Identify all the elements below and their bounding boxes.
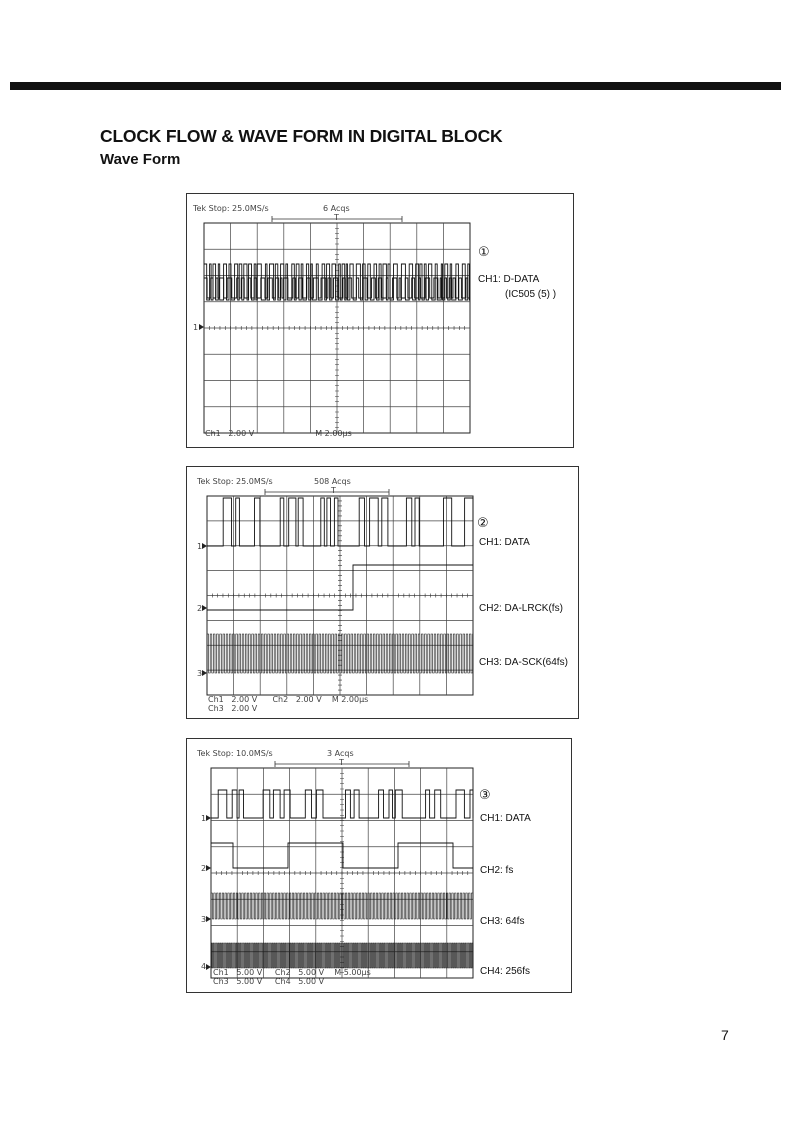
page-number: 7: [721, 1027, 729, 1043]
channel-label-ch3: CH3: 64fs: [480, 916, 525, 927]
page-title: CLOCK FLOW & WAVE FORM IN DIGITAL BLOCK: [100, 126, 503, 146]
trigger-mark: T: [339, 758, 344, 767]
panel-marker: ②: [477, 516, 489, 531]
channel-label-ch1: CH1: DATA: [480, 813, 531, 824]
acquisitions-label: 3 Acqs: [327, 749, 354, 758]
channel-sublabel-ch1: (IC505 (5) ): [505, 289, 557, 300]
trigger-mark: T: [334, 213, 339, 222]
channel-ref-arrow: [202, 543, 207, 549]
channel-ref-arrow: [206, 916, 211, 922]
scope-panel-2: [186, 466, 579, 719]
channel-ref-arrow: [206, 964, 211, 970]
trigger-mark: T: [331, 486, 336, 495]
tek-stop-label: Tek Stop: 25.0MS/s: [193, 204, 269, 213]
channel-ref-1: 1: [201, 814, 207, 823]
channel-ref-arrow: [202, 670, 207, 676]
scale-readout-line2: Ch3 2.00 V: [208, 704, 258, 713]
tek-stop-label: Tek Stop: 10.0MS/s: [197, 749, 273, 758]
tek-stop-label: Tek Stop: 25.0MS/s: [197, 477, 273, 486]
channel-label-ch1: CH1: DATA: [479, 537, 530, 548]
channel-label-ch2: CH2: DA-LRCK(fs): [479, 603, 563, 614]
channel-ref-3: 3: [197, 669, 203, 678]
panel-marker: ③: [479, 788, 491, 803]
channel-ref-1: 1: [193, 323, 199, 332]
scope-screen-1: [187, 194, 573, 447]
panel-marker: ①: [478, 245, 490, 260]
scale-readout-line1: Ch1 5.00 V Ch2 5.00 V M 5.00µs: [213, 968, 371, 977]
channel-label-ch2: CH2: fs: [480, 865, 514, 876]
channel-ref-4: 4: [201, 962, 207, 971]
scope-panel-1: [186, 193, 574, 448]
page-subtitle: Wave Form: [100, 151, 181, 168]
trace-ch3-sck: [207, 634, 473, 673]
channel-ref-arrow: [206, 815, 211, 821]
acquisitions-label: 6 Acqs: [323, 204, 350, 213]
channel-ref-2: 2: [197, 604, 203, 613]
channel-label-ch4: CH4: 256fs: [480, 966, 531, 977]
acquisitions-label: 508 Acqs: [314, 477, 351, 486]
channel-label-ch3: CH3: DA-SCK(64fs): [479, 657, 568, 668]
channel-ref-3: 3: [201, 915, 207, 924]
channel-ref-1: 1: [197, 542, 203, 551]
scope-panel-3: [186, 738, 572, 993]
scale-readout-line2: Ch3 5.00 V Ch4 5.00 V: [213, 977, 325, 986]
scope-screen-2: [187, 467, 578, 718]
channel-ref-arrow: [206, 865, 211, 871]
channel-ref-2: 2: [201, 864, 207, 873]
record-length-bar: [265, 489, 389, 495]
channel-label-ch1: CH1: D-DATA: [478, 274, 540, 285]
scope-screen-3: [187, 739, 571, 992]
channel-ref-arrow: [202, 605, 207, 611]
top-rule: [10, 82, 781, 90]
scale-readout-line1: Ch1 2.00 V Ch2 2.00 V M 2.00µs: [208, 695, 369, 704]
scale-readout: Ch1 2.00 V M 2.00µs: [205, 429, 352, 438]
channel-ref-arrow: [199, 324, 204, 330]
